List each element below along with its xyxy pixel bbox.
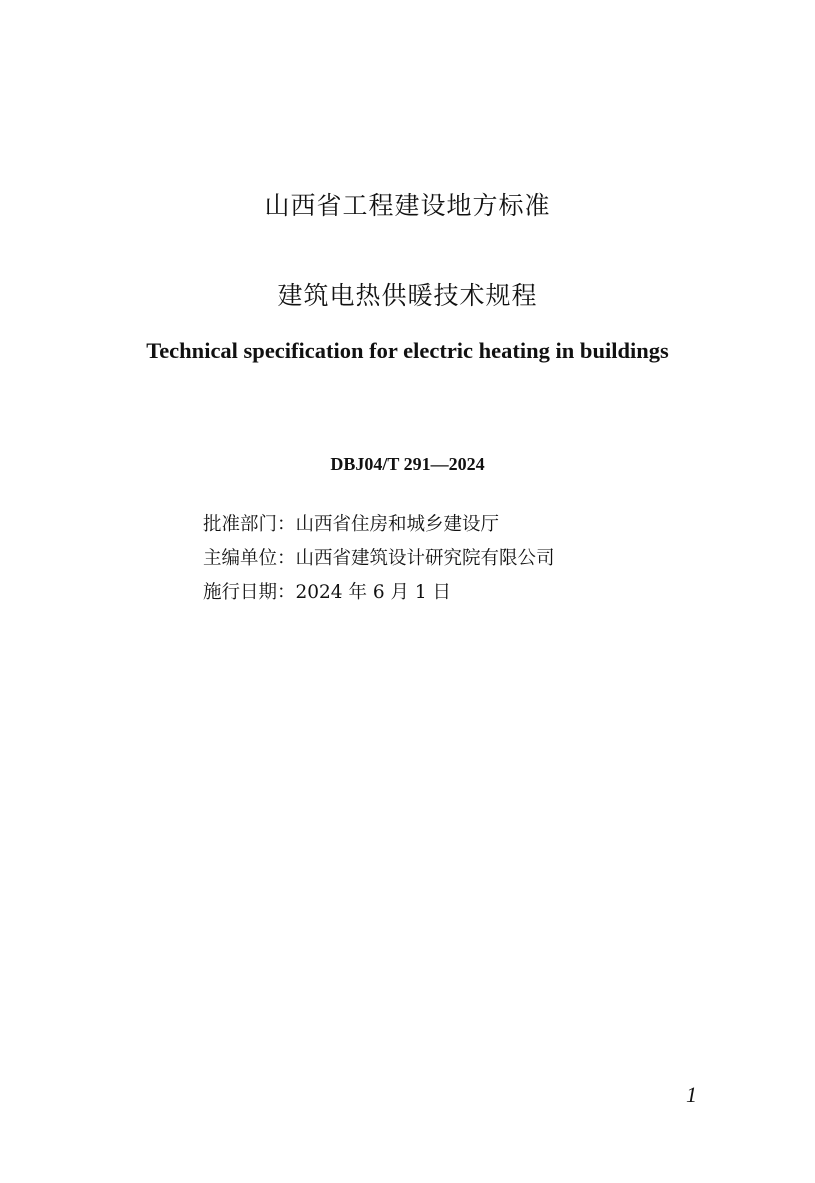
approval-department: 批准部门：山西省住房和城乡建设厅: [203, 514, 500, 535]
series-title: 山西省工程建设地方标准: [264, 191, 551, 220]
page-number: 1: [686, 1082, 697, 1107]
effective-date: 施行日期：2024 年 6 月 1 日: [203, 582, 452, 603]
document-title-english: Technical specification for electric heating in buildings: [146, 338, 669, 363]
standard-code: DBJ04/T 291—2024: [330, 454, 485, 474]
chief-editor-unit: 主编单位：山西省建筑设计研究院有限公司: [203, 548, 555, 569]
publication-info: [203, 508, 555, 610]
document-title-chinese: 建筑电热供暖技术规程: [277, 281, 538, 310]
